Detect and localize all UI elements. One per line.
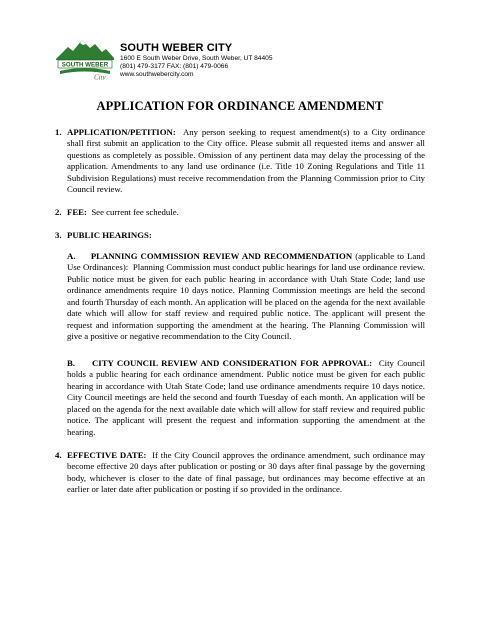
subsection-city-council — [67, 358, 425, 438]
city-phone-fax: (801) 479-3177 FAX: (801) 479-0066 — [120, 63, 229, 71]
subsection-qualifier: (applicable to Land Use Ordinances): — [67, 251, 425, 273]
section-body: Any person seeking to request amendment(s) to a City ordinance shall first submit an application to the City office. Please submit all requested items and answer all questions as completely as possible. Omission of any pertinent data may delay the processing of the application. Amendments to any land use ordinance (i.e. Title 10 Zoning Regulations and Title 11 Subdivision Regulations) must receive recommendation from the Planning Commission prior to City Council review. — [67, 127, 425, 195]
section-heading: PUBLIC HEARINGS: — [67, 230, 152, 240]
section-effective-date — [67, 450, 425, 496]
section-heading: EFFECTIVE DATE: — [67, 450, 147, 460]
subsection-body: Planning Commission must conduct public hearings for land use ordinance review. Public notice must be given for each public hearing in accordance with Utah State Code; land use ordinance amendments require 10 days notice. Planning Commission meetings are held the second and fourth Thursday of each month. An application will be placed on the agenda for the next available date which will allow for staff review and required public notice. The applicant will present the request and information supporting the amendment at the hearing. The Planning Commission will give a positive or negative recommendation to the City Council. — [67, 262, 425, 342]
section-number: 4. — [55, 450, 62, 460]
section-application — [67, 127, 425, 196]
subsection-body: City Council holds a public hearing for each ordinance amendment. Public notice must be given for each public hearing in accordance with Utah State Code; land use ordinance amendments require 10 days notice. City Council meetings are held the second and fourth Tuesday of each month. An application will be placed on the agenda for the next available date which will allow for staff review and required public notice. The applicant will present the request and information supporting the amendment at the hearing. — [67, 358, 426, 437]
subsection-planning-commission — [67, 251, 425, 343]
subsection-letter: A. — [67, 251, 76, 261]
section-body: See current fee schedule. — [91, 207, 179, 217]
letterhead — [120, 42, 272, 80]
section-public-hearings — [67, 230, 425, 241]
city-logo — [56, 36, 114, 80]
section-number: 3. — [55, 230, 62, 240]
section-number: 2. — [55, 207, 62, 217]
subsection-heading: CITY COUNCIL REVIEW AND CONSIDERATION FOR APPROVAL: — [91, 358, 373, 368]
city-address: 1600 E South Weber Drive, South Weber, UT 84405 — [120, 55, 273, 62]
section-fee — [67, 207, 425, 218]
subsection-heading: PLANNING COMMISSION REVIEW AND RECOMMENDATION — [90, 251, 353, 261]
document-title: APPLICATION FOR ORDINANCE AMENDMENT — [96, 99, 384, 113]
section-body: If the City Council approves the ordinance amendment, such ordinance may become effective 20 days after publication or posting or 30 days after final passage by the governing body, whichever is closer to the date of final passage, but ordinances may become effective at an earlier or later date after publication or posting if so provided in the ordinance. — [67, 450, 425, 495]
section-heading: FEE: — [67, 207, 87, 217]
city-name: SOUTH WEBER CITY — [120, 42, 233, 54]
svg-text:SOUTH WEBER: SOUTH WEBER — [61, 61, 109, 69]
section-number: 1. — [55, 127, 62, 137]
city-website: www.southwebercity.com — [120, 71, 194, 79]
svg-text:City: City — [94, 73, 106, 80]
section-heading: APPLICATION/PETITION: — [67, 127, 176, 137]
subsection-letter: B. — [67, 358, 76, 368]
